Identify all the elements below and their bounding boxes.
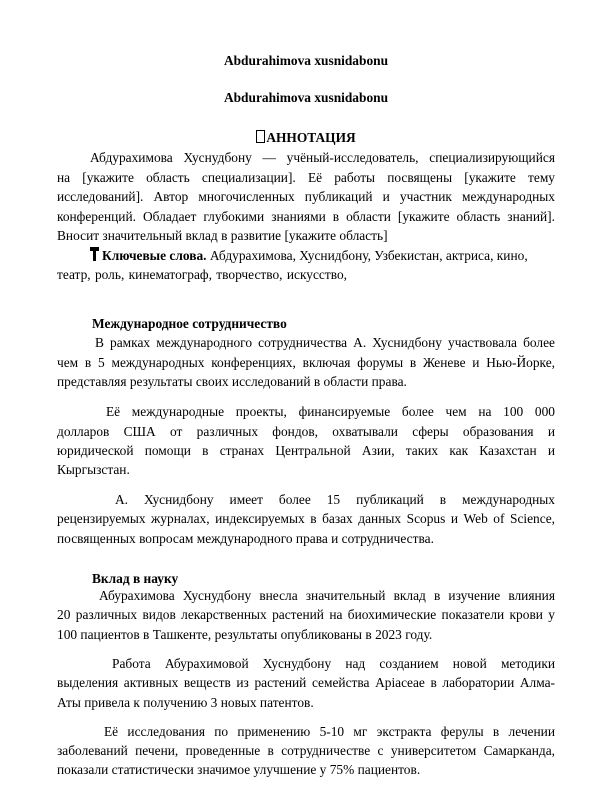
paragraph-line: заболеваний печени, проведенные в сотрудничестве с университетом Самарканда,	[57, 743, 555, 758]
annotation-line: исследований]. Автор многочисленных публикаций и участник международных	[57, 189, 555, 204]
paragraph-line: Абурахимова Хуснудбону внесла значительный вклад в изучение влияния	[99, 588, 555, 603]
paragraph-line: А. Хуснидбону имеет более 15 публикаций в международных	[115, 492, 555, 507]
paragraph-line: представляя результаты своих исследований в области права.	[57, 374, 407, 389]
paragraph-line: юридической помощи в странах Центральной Азии, таких как Казахстан и	[57, 443, 555, 458]
paragraph-line: посвященных вопросам международного права и сотрудничества.	[57, 531, 434, 546]
author-name-line-1: Abdurahimova xusnidabonu	[223, 53, 389, 68]
paragraph-line: Её международные проекты, финансируемые более чем на 100 000	[106, 404, 555, 419]
paragraph-line: рецензируемых журналах, индексируемых в базах данных Scopus и Web of Science,	[57, 511, 555, 526]
annotation-line: Абдурахимова Хуснудбону — учёный-исследователь, специализирующийся	[90, 150, 555, 165]
paragraph-line: 100 пациентов в Ташкенте, результаты опубликованы в 2023 году.	[57, 627, 433, 642]
annotation-title-text: АННОТАЦИЯ	[266, 130, 356, 145]
keywords-line-2: театр, роль, кинематограф, творчество, искусство,	[57, 267, 347, 282]
keywords-line	[90, 247, 555, 265]
annotation-line: Вносит значительный вклад в развитие [укажите область]	[57, 228, 388, 243]
paragraph-line: показали статистически значимое улучшение у 75% пациентов.	[57, 762, 421, 777]
paragraph-line: долларов США от различных фондов, охватывали сферы образования и	[57, 424, 555, 439]
keywords-label: Ключевые слова.	[102, 248, 207, 263]
paragraph-line: Её исследования по применению 5-10 мг экстракта ферулы в лечении	[104, 724, 555, 739]
author-name-line-2: Abdurahimova xusnidabonu	[223, 90, 389, 105]
paragraph-line: Кыргызстан.	[57, 462, 130, 477]
annotation-line: на [укажите область специализации]. Её работы посвящены [укажите тему	[57, 170, 555, 185]
paragraph-line: Работа Абурахимовой Хуснудбону над созданием новой методики	[112, 656, 555, 671]
annotation-line: конференций. Обладает глубокими знаниями в области [укажите область знаний].	[57, 209, 555, 224]
missing-glyph-icon	[256, 130, 265, 143]
keywords-text: Абдурахимова, Хуснидбону, Узбекистан, актриса, кино,	[206, 248, 528, 263]
paragraph-line: 20 различных видов лекарственных растений на биохимические показатели крови у	[57, 607, 555, 622]
paragraph-line: Аты привела к получению 3 новых патентов.	[57, 695, 314, 710]
annotation-title	[0, 130, 612, 146]
paragraph-line: выделения активных веществ из растений семейства Apiaceae в лаборатории Алма-	[57, 675, 555, 690]
pin-icon	[90, 247, 99, 265]
paragraph-line: чем в 5 международных конференциях, включая форумы в Женеве и Нью-Йорке,	[57, 355, 555, 370]
section-heading-international: Международное сотрудничество	[92, 316, 287, 331]
section-heading-science: Вклад в науку	[92, 571, 179, 586]
paragraph-line: В рамках международного сотрудничества А. Хуснидбону участвовала более	[95, 335, 555, 350]
